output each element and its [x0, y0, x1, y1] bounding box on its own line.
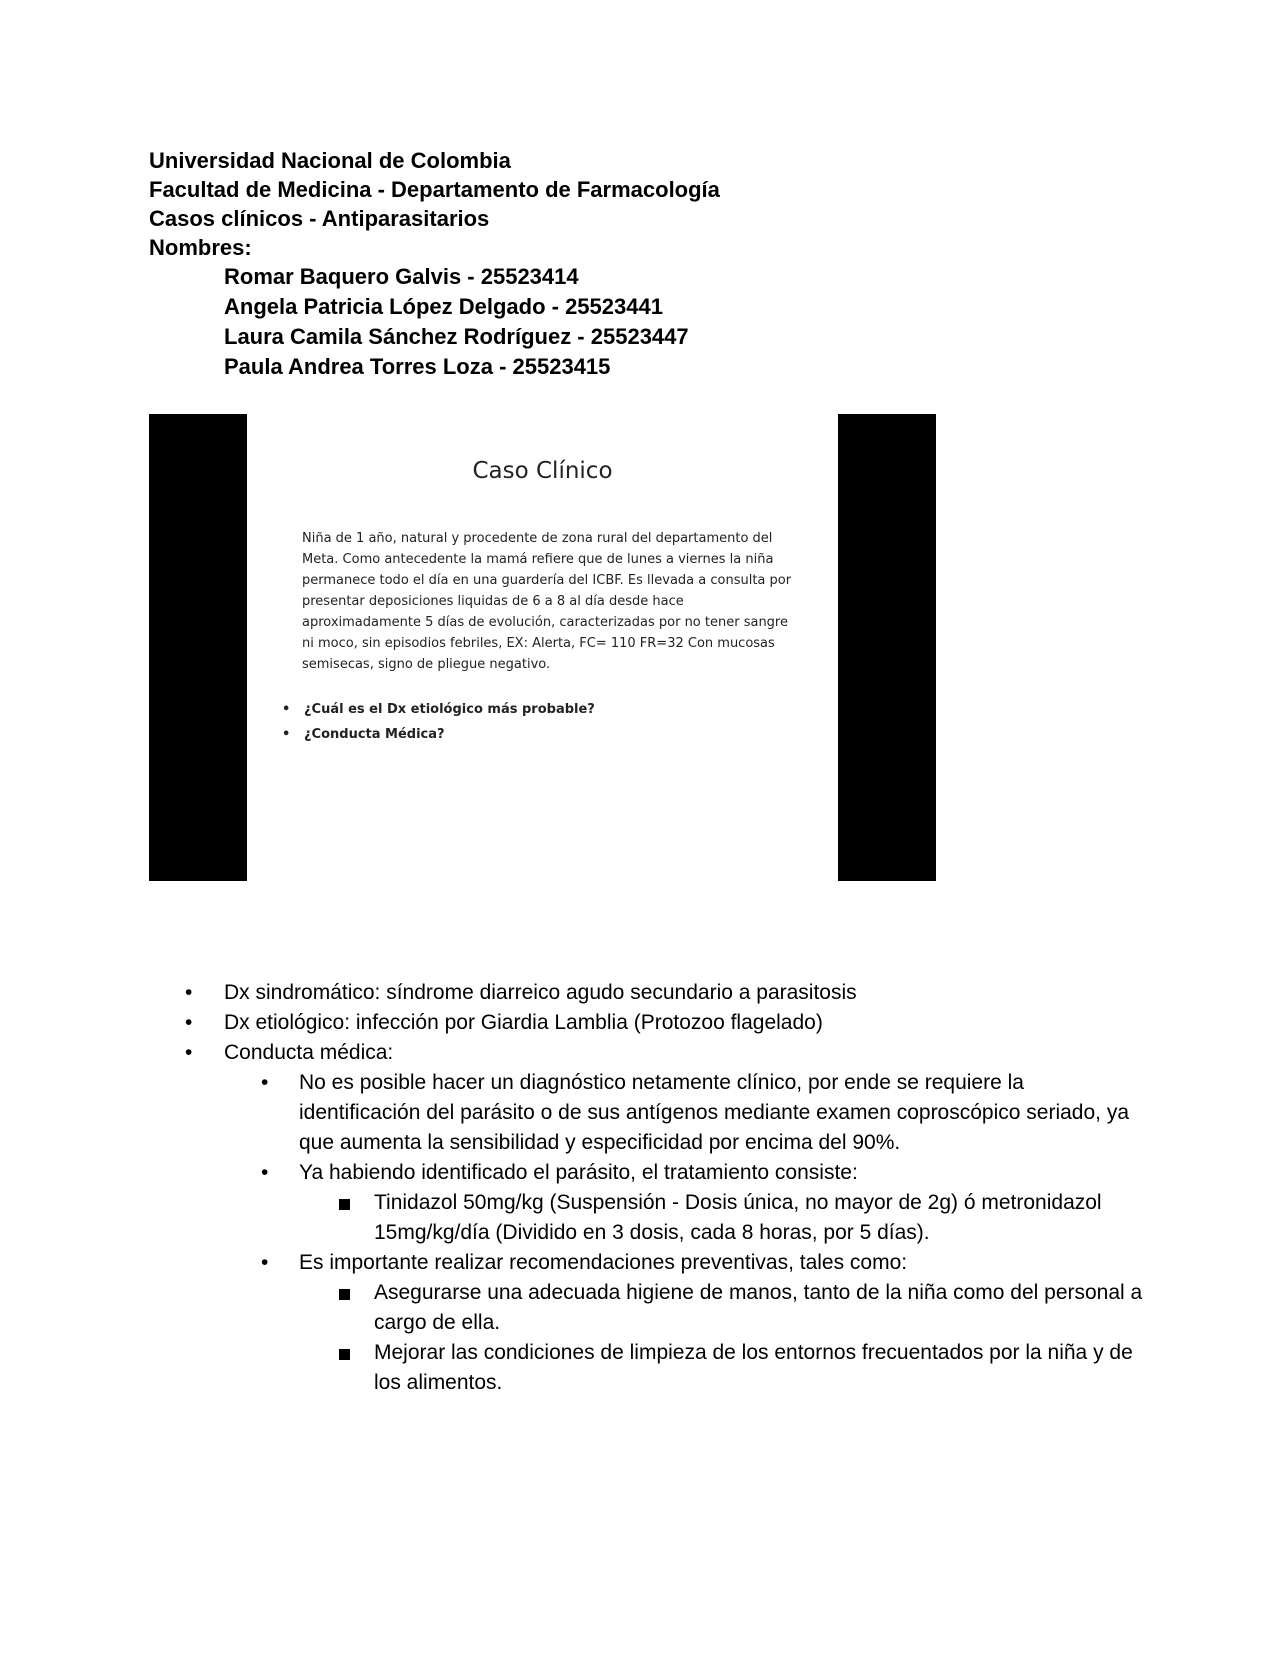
square-bullet-icon [339, 1199, 350, 1210]
student-name: Paula Andrea Torres Loza - 25523415 [224, 354, 611, 379]
slide-right-black-bar [838, 414, 936, 881]
sub-list-item [149, 1248, 1149, 1278]
bullet-icon: • [261, 1071, 269, 1094]
bullet-icon: • [261, 1161, 269, 1184]
slide-question-text: ¿Cuál es el Dx etiológico más probable? [304, 702, 595, 717]
recommendation-text: Mejorar las condiciones de limpieza de los entornos frecuentados por la niña y de los alimentos. [374, 1341, 1133, 1394]
treatment-item [149, 1188, 1149, 1248]
sub-list-item-text: No es posible hacer un diagnóstico netamente clínico, por ende se requiere la identificación del parásito o de sus antígenos mediante examen coproscópico seriado, ya que aumenta la sensibilidad y especificidad por encima del 90%. [299, 1071, 1130, 1154]
sub-list-item-text: Es importante realizar recomendaciones preventivas, tales como: [299, 1251, 908, 1274]
slide-question [282, 727, 445, 742]
faculty-name: Facultad de Medicina - Departamento de Farmacología [149, 177, 720, 202]
list-item [149, 978, 1149, 1008]
slide-question [282, 702, 595, 717]
bullet-icon: • [185, 981, 193, 1004]
university-name: Universidad Nacional de Colombia [149, 148, 511, 173]
recommendation-text: Asegurarse una adecuada higiene de manos, tanto de la niña como del personal a cargo de ella. [374, 1281, 1143, 1334]
sub-list-item [149, 1158, 1149, 1188]
slide-question-text: ¿Conducta Médica? [304, 727, 445, 742]
slide-left-black-bar [149, 414, 247, 881]
bullet-icon: • [282, 727, 291, 742]
answer-list [149, 978, 1149, 1398]
bullet-icon: • [185, 1041, 193, 1064]
list-item-text: Dx sindromático: síndrome diarreico agudo secundario a parasitosis [224, 981, 857, 1004]
names-list [224, 262, 1049, 382]
square-bullet-icon [339, 1349, 350, 1360]
recommendation-item [149, 1338, 1149, 1398]
recommendation-item [149, 1278, 1149, 1338]
document-subject: Casos clínicos - Antiparasitarios [149, 206, 490, 231]
bullet-icon: • [282, 702, 291, 717]
list-item [149, 1008, 1149, 1038]
bullet-icon: • [185, 1011, 193, 1034]
document-header [149, 146, 1049, 382]
list-item-text: Dx etiológico: infección por Giardia Lamblia (Protozoo flagelado) [224, 1011, 823, 1034]
list-item [149, 1038, 1149, 1068]
sub-list-item [149, 1068, 1149, 1158]
student-name: Romar Baquero Galvis - 25523414 [224, 264, 579, 289]
student-name: Angela Patricia López Delgado - 25523441 [224, 294, 663, 319]
slide-case-description: Niña de 1 año, natural y procedente de zona rural del departamento del Meta. Como antecedente la mamá refiere que de lunes a viernes la niña permanece todo el día en una guardería del ICBF. Es llevada a consulta por presentar deposiciones liquidas de 6 a 8 al día desde hace aproximadamente 5 días de evolución, caracterizadas por no tener sangre ni moco, sin episodios febriles, EX: Alerta, FC= 110 FR=32 Con mucosas semisecas, signo de pliegue negativo. [302, 531, 792, 672]
student-name: Laura Camila Sánchez Rodríguez - 25523447 [224, 324, 689, 349]
list-item-text: Conducta médica: [224, 1041, 394, 1064]
square-bullet-icon [339, 1289, 350, 1300]
case-slide-image [149, 414, 936, 881]
sub-list-item-text: Ya habiendo identificado el parásito, el tratamiento consiste: [299, 1161, 858, 1184]
treatment-text: Tinidazol 50mg/kg (Suspensión - Dosis única, no mayor de 2g) ó metronidazol 15mg/kg/día (Dividido en 3 dosis, cada 8 horas, por 5 días). [374, 1191, 1102, 1244]
slide-title: Caso Clínico [472, 458, 613, 484]
names-label: Nombres: [149, 235, 252, 260]
bullet-icon: • [261, 1251, 269, 1274]
